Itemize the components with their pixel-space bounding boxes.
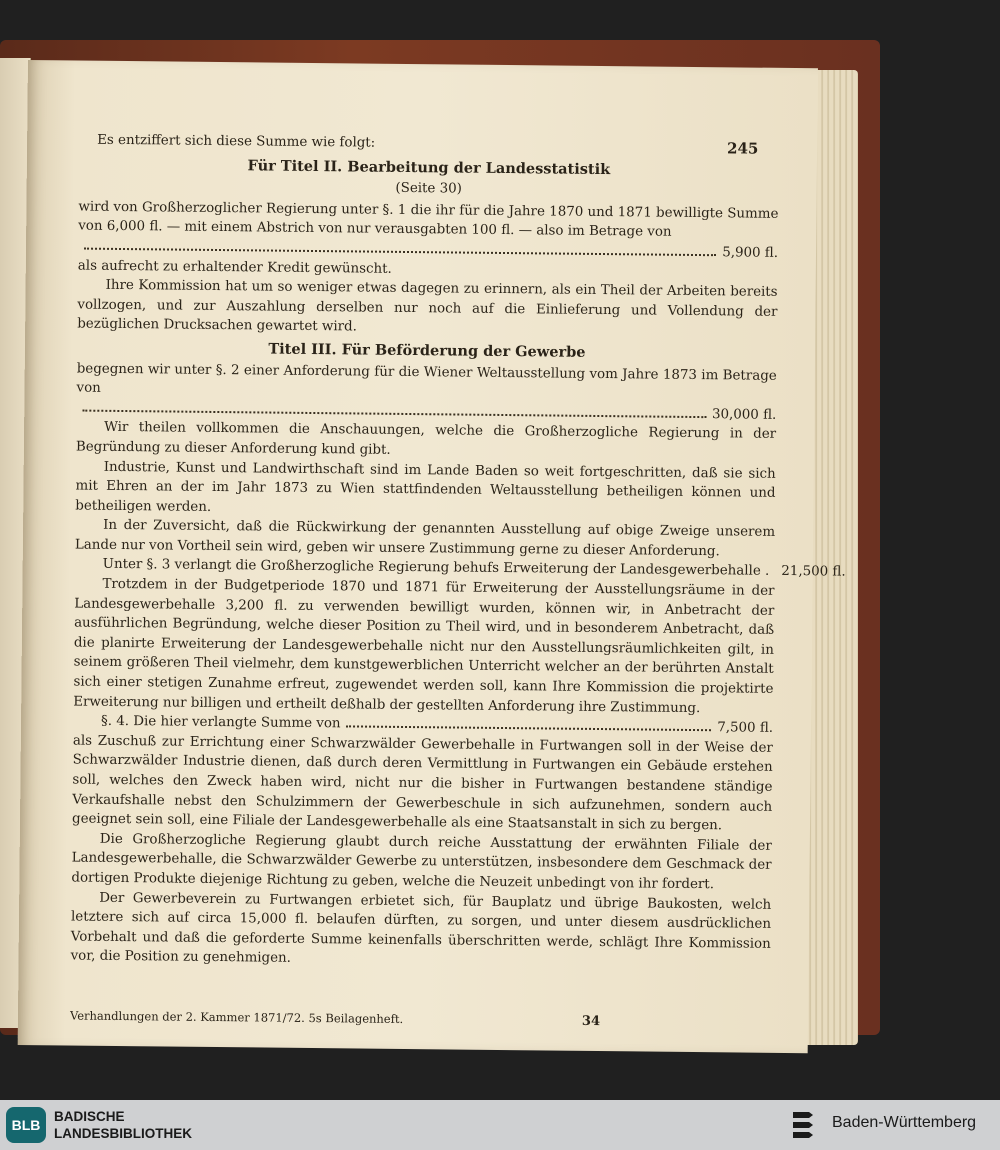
paragraph-1 [78, 197, 778, 244]
paragraph-11: Der Gewerbeverein zu Furtwangen erbietet sich, für Bauplatz und übrige Baukosten, welch letztere sich auf circa 15,000 fl. belaufen dürften, zu sorgen, und unter diesem ausdrücklichen Vorbehalt und daß die geforderte Summe keinenfalls überschritten werde, schlägt Ihre Kommission vor, die Position zu genehmigen. [70, 890, 772, 967]
heading-titel-3: Titel III. Für Beförderung der Gewerbe [268, 340, 586, 361]
paragraph-3-lead: begegnen wir unter §. 2 einer Anforderung für die Wiener Weltausstellung vom Jahre 1873 im Betrage von [76, 361, 777, 396]
footer-bar [0, 1100, 1000, 1150]
paragraph-6: In der Zuversicht, daß die Rückwirkung der genannten Ausstellung auf obige Zweige unserem Lande nur von Vortheil sein wird, geben wir unsere Zustimmung gerne zu dieser Anforderung. [74, 518, 776, 560]
paragraph-1-tail: als aufrecht zu erhaltender Kredit gewünscht. [77, 258, 392, 277]
paragraph-8: Trotzdem in der Budgetperiode 1870 und 1871 für Erweiterung der Ausstellungsräume in der Landesgewerbehalle 3,200 fl. zu verwenden bewilligt wurden, können wir, in Anbetracht der ausführlichen Begründung, welche dieser Position zu Theil wird, und in besonderem Anbetracht, daß die planirte Erweiterung der Landesgewerbehalle nicht nur den Ausstellungsräumlichkeiten gilt, in seinem größeren Theil vielmehr, dem kunstgewerblichen Unterricht welcher an der berührten Anstalt sich einer stetigen Zunahme erfreut, zugewendet werden soll, kann Ihre Kommission die projektirte Erweiterung nur billigen und ertheilt deßhalb der gestellten Anforderung ihre Zustimmung. [73, 576, 775, 716]
book-page [18, 60, 846, 1053]
paragraph-4: Wir theilen vollkommen die Anschauungen, welche die Großherzogliche Regierung in der Begründung zu dieser Anforderung kund gibt. [75, 420, 777, 458]
baden-wuerttemberg-lions-icon [790, 1108, 820, 1142]
paragraph-2: Ihre Kommission hat um so weniger etwas dagegen zu erinnern, als ein Theil der Arbeiten bereits vollzogen, und zur Auszahlung derselben nur noch auf die Einlieferung und Vollendung der bezüglichen Drucksachen gewartet wird. [77, 277, 778, 335]
heading-titel-2: Für Titel II. Bearbeitung der Landesstatistik [247, 156, 611, 178]
blb-logo[interactable]: BLB [6, 1107, 46, 1143]
leader-dots [84, 248, 716, 257]
paragraph-9-tail: als Zuschuß zur Errichtung einer Schwarzwälder Gewerbehalle in Furtwangen soll in der Weise der Schwarzwälder Industrie dienen, daß durch deren Vermittlung in Furtwangen ein Gebäude erstehen soll, welches den Zweck haben wird, nicht nur die bisher in Furtwangen bestandene ständige Verkaufshalle nebst den Schulzimmern der Gewerbeschule in sich aufzunehmen, sondern auch geeignet sein soll, eine Filiale der Landesgewerbehalle als eine Staatsanstalt in sich zu bergen. [71, 733, 773, 834]
library-name-line1: BADISCHE [54, 1109, 125, 1124]
paragraph-9-lead: §. 4. Die hier verlangte Summe von [100, 714, 341, 732]
footer-source: Verhandlungen der 2. Kammer 1871/72. 5s Beilagenheft. [69, 1008, 404, 1026]
page-footer [70, 1006, 770, 1033]
paragraph-7-amount: 21,500 fl. [781, 564, 846, 581]
state-name[interactable]: Baden-Württemberg [832, 1114, 977, 1131]
paragraph-1-amount: 5,900 fl. [722, 245, 779, 261]
heading-titel-2-sub: (Seite 30) [395, 181, 462, 197]
signature-mark: 34 [581, 1013, 601, 1030]
leader-dots [347, 726, 712, 732]
paragraph-9-amount: 7,500 fl. [717, 720, 774, 737]
library-name-line2: LANDESBIBLIOTHEK [54, 1126, 192, 1141]
paragraph-7-lead: Unter §. 3 verlangt die Großherzogliche Regierung behufs Erweiterung der Landesgewerbehalle . [102, 557, 770, 580]
paragraph-10: Die Großherzogliche Regierung glaubt durch reiche Ausstattung der erwähnten Filiale der Landesgewerbehalle, die Schwarzwälder Gewerbe zu unterstützen, insbesondere dem Geschmack der dortigen Produkte diejenige Richtung zu geben, welche die Neuzeit unbedingt von ihr fordert. [71, 831, 772, 893]
leader-dots [82, 409, 706, 418]
page-number: 245 [727, 139, 759, 158]
intro-line: Es entziffert sich diese Summe wie folgt: [97, 132, 376, 151]
paragraph-3-amount: 30,000 fl. [711, 406, 777, 423]
library-name[interactable] [54, 1108, 192, 1142]
paragraph-1-lead: wird von Großherzoglicher Regierung unter §. 1 die ihr für die Jahre 1870 und 1871 bewilligte Summe von 6,000 fl. — mit einem Abstrich von nur verausgabten 100 fl. — also im Betrage von [78, 199, 779, 241]
paragraph-5: Industrie, Kunst und Landwirthschaft sind im Lande Baden so weit fortgeschritten, daß sie sich mit Ehren an der im Jahr 1873 zu Wien stattfindenden Weltausstellung betheiligen können und betheiligen werden. [75, 459, 776, 515]
page-text [69, 131, 846, 1030]
